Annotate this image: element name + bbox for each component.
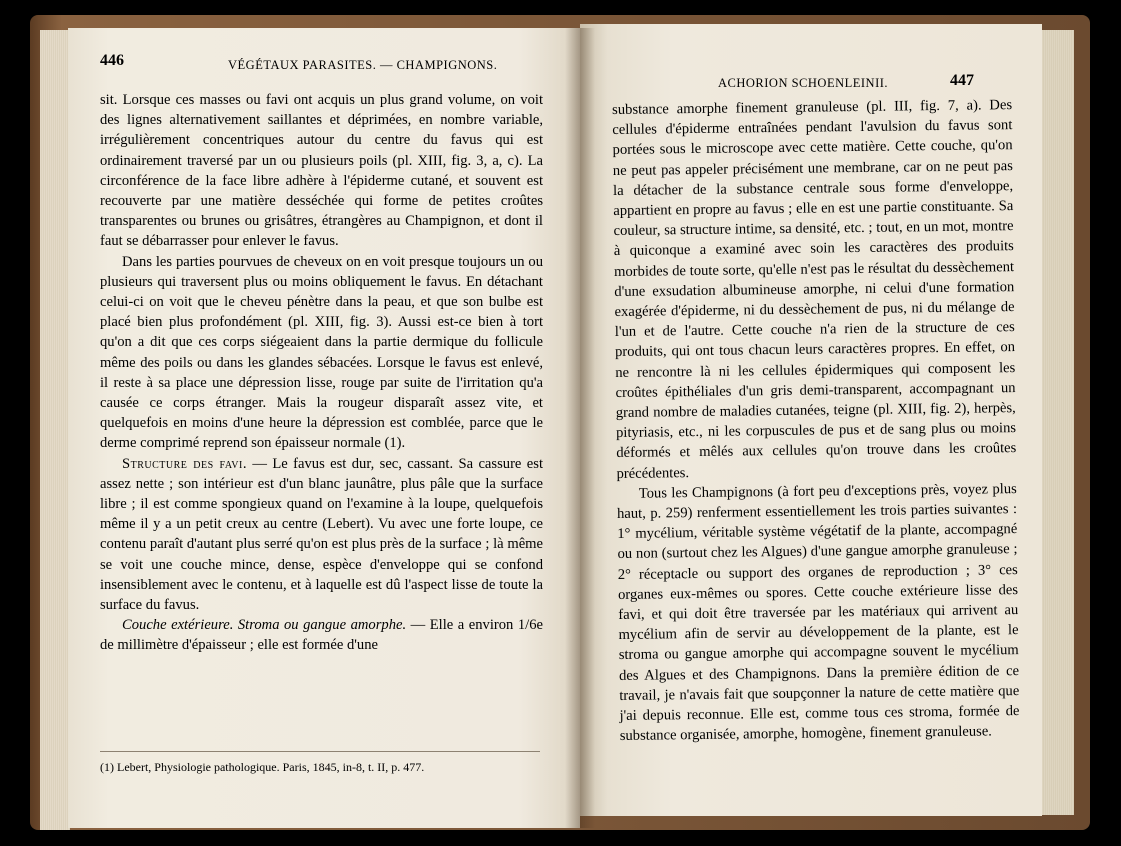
couche-text: — Elle a environ 1/6e de millimètre d'épaisseur ; elle est formée d'une [100, 617, 543, 654]
right-page-text [612, 95, 1020, 746]
left-page-text [100, 90, 543, 656]
book-gutter [565, 28, 595, 828]
right-page-number: 447 [950, 72, 974, 89]
right-paragraph-1: substance amorphe finement granuleuse (pl. III, fig. 7, a). Des cellules d'épiderme entraînées pendant l'avulsion du favus sont portées sous le microscope avec cette matière. Cette couche, qu'on ne peut pas appeler précisément une membrane, car on ne peut pas la détacher de la substance centrale sous forme d'enveloppe, appartient en propre au favus ; elle en est une partie constituante. Sa couleur, sa structure intime, sa densité, etc. ; tout, en un mot, montre à quiconque a examiné avec soin les caractères des produits morbides de toute sorte, qu'elle n'est pas le résultat du dessèchement d'une exsudation albumineuse amorphe, ni celui d'une formation exagérée d'épiderme, ni du dessèchement de pus, ni du mélange de l'un et de l'autre. Cette couche n'a rien de la structure de ces produits, qui ont tous chacun leurs caractères propres. En effet, on ne rencontre là ni les cellules épidermiques qui composent les croûtes épithéliales d'un gris demi-transparent, accompagnant un grand nombre de maladies cutanées, teigne (pl. XIII, fig. 2), herpès, pityriasis, etc., ni les corpuscules de pus et de sang plus ou moins déformés et mêlés aux cellules qu'on trouve dans les croûtes précédentes. [612, 97, 1017, 482]
right-running-head: ACHORION SCHOENLEINII. [718, 76, 889, 90]
page-edges-right [1040, 30, 1074, 815]
left-paragraph-2: Dans les parties pourvues de cheveux on en voit presque toujours un ou plusieurs qui traversent plus ou moins obliquement le favus. En détachant celui-ci on voit que le cheveu pénètre dans la peau, et que son bulbe est placé bien plus profondément (pl. XIII, fig. 3). Aussi est-ce bien à tort qu'on a dit que ces corps siégeaient dans la partie dermique du follicule même des poils ou dans les glandes sébacées. Lorsque le favus est enlevé, il reste à sa place une dépression lisse, rouge par suite de l'irritation qu'a causée ce corps étranger. Mais la rougeur disparaît assez vite, et quelquefois en moins d'une heure la dépression est comblée, parce que le derme comprimé reprend son épaisseur normale (1). [100, 253, 543, 452]
couche-heading: Couche extérieure. Stroma ou gangue amorphe. [122, 617, 407, 634]
footnote: (1) Lebert, Physiologie pathologique. Paris, 1845, in-8, t. II, p. 477. [100, 751, 540, 775]
structure-text: — Le favus est dur, sec, cassant. Sa cassure est assez nette ; son intérieur est d'un blanc jaunâtre, plus pâle que la surface libre ; il est comme spongieux quand on l'examine à la loupe, quelquefois même il y a un petit creux au centre (Lebert). Vu avec une forte loupe, ce contenu paraît d'autant plus serré qu'on est plus près de la surface ; là même se voit une couche mince, dense, espèce d'enveloppe qui se confond insensiblement avec le contenu, et à laquelle est dû l'aspect lisse de toute la surface du favus. [100, 455, 543, 614]
right-paragraph-2: Tous les Champignons (à fort peu d'exceptions près, voyez plus haut, p. 259) renferment essentiellement les trois parties suivantes : 1° mycélium, véritable système végétatif de la plante, accompagné ou non (surtout chez les Algues) d'une gangue amorphe granuleuse ; 2° réceptacle ou support des organes de reproduction ; 3° ces organes eux-mêmes ou spores. Cette couche extérieure lisse des favi, et qui doit être traversée par les matériaux qui arrivent au mycélium afin de servir au développement de la plante, est le stroma ou gangue amorphe qui accompagne souvent le mycélium des Algues et des Champignons. Dans la première édition de ce travail, je n'avais fait que soupçonner la nature de cette matière que j'ai depuis reconnue. Elle est, comme tous ces stroma, formée de substance organisée, amorphe, homogène, finement granuleuse. [616, 480, 1020, 745]
left-paragraph-3 [100, 454, 543, 616]
left-paragraph-4 [100, 615, 543, 655]
structure-heading: Structure des favi. [122, 455, 248, 472]
left-page-number: 446 [100, 52, 124, 69]
left-paragraph-1: sit. Lorsque ces masses ou favi ont acquis un plus grand volume, on voit des lignes alternativement saillantes et déprimées, en nombre variable, irrégulièrement concentriques autour du centre du favus qui est ordinairement traversé par un ou plusieurs poils (pl. XIII, fig. 3, a, c). La circonférence de la face libre adhère à l'épiderme cutané, et souvent est recouverte par une matière desséchée qui forme de petites croûtes transparentes ou brunes ou grisâtres, étrangères au Champignon, et dont il faut se débarrasser pour enlever le favus. [100, 92, 543, 250]
page-edges-left [40, 30, 70, 830]
left-running-head: VÉGÉTAUX PARASITES. — CHAMPIGNONS. [228, 58, 498, 72]
